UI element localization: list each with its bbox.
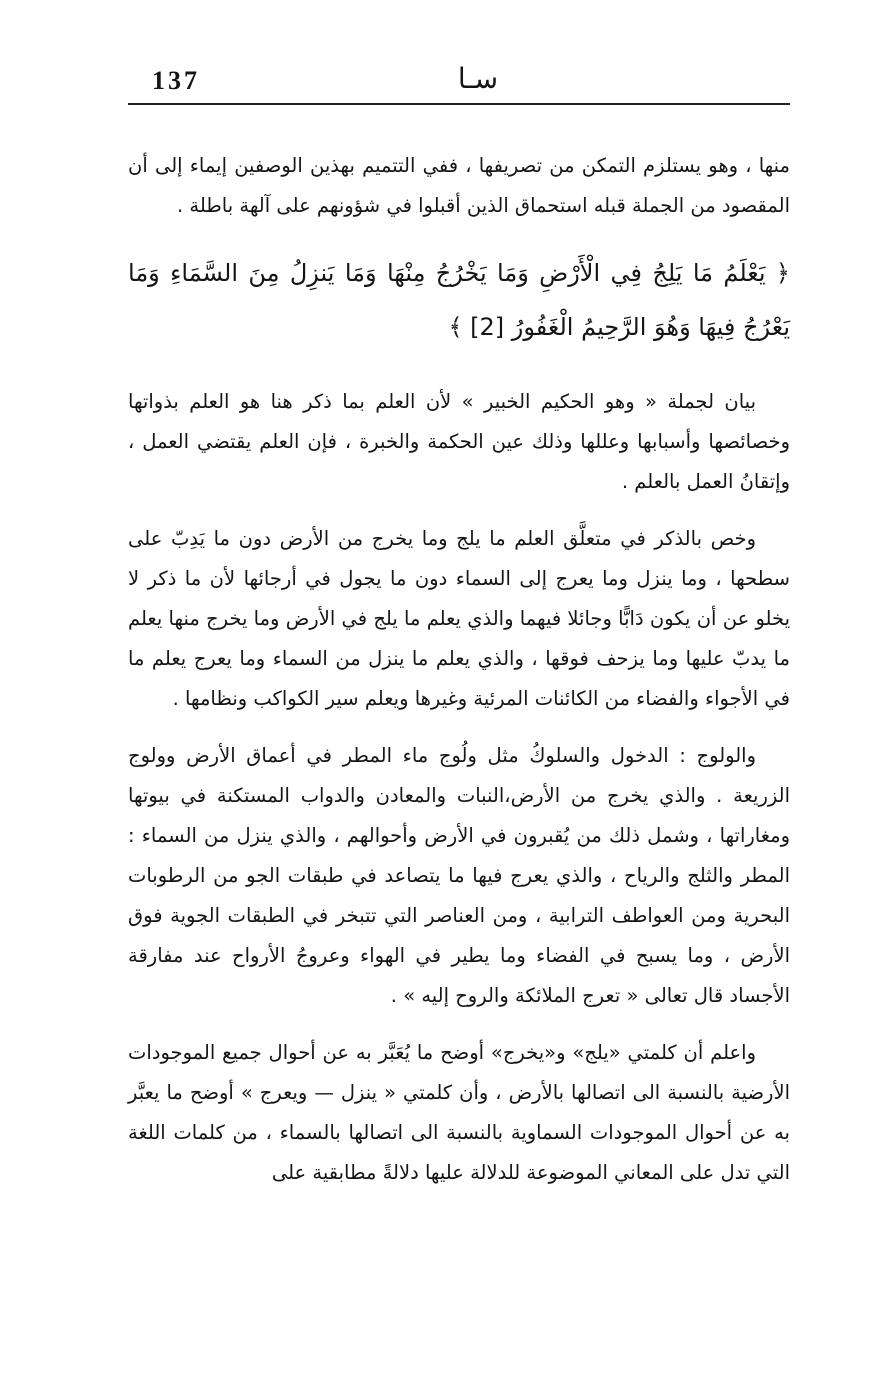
- paragraph-continuation: منها ، وهو يستلزم التمكن من تصريفها ، ففي التتميم بهذين الوصفين إيماء إلى أن المقصود من الجملة قبله استحماق الذين أقبلوا في شؤونهم على آلهة باطلة .: [128, 154, 790, 217]
- page-number: 137: [152, 66, 200, 95]
- paragraph-note: واعلم أن كلمتي «يلج» و«يخرج» أوضح ما يُعَبَّر به عن أحوال جميع الموجودات الأرضية بالنسبة الى اتصالها بالأرض ، وأن كلمتي « ينزل — ويعرج » أوضح ما يعبَّر به عن أحوال الموجودات السماوية بالنسبة الى اتصالها بالسماء ، من كلمات اللغة التي تدل على المعاني الموضوعة للدلالة عليها دلالةً مطابقية على: [128, 1041, 790, 1184]
- paragraph-specification: وخص بالذكر في متعلَّق العلم ما يلج وما يخرج من الأرض دون ما يَدِبّ على سطحها ، وما ينزل وما يعرج إلى السماء دون ما يجول في أرجائها لأن ما ذكر لا يخلو عن أن يكون دَابًّا وجائلا فيهما والذي يعلم ما يلج في الأرض وما يخرج منها يعلم ما يدبّ عليها وما يزحف فوقها ، والذي يعلم ما ينزل من السماء وما يعرج يعلم ما في الأجواء والفضاء من الكائنات المرئية وغيرها ويعلم سير الكواكب ونظامها .: [128, 527, 790, 710]
- running-head: سـا: [457, 62, 499, 95]
- paragraph-explanation: بيان لجملة « وهو الحكيم الخبير » لأن العلم بما ذكر هنا هو العلم بذواتها وخصائصها وأسبابها وعللها وذلك عين الحكمة والخبرة ، فإن العلم يقتضي العمل ، وإتقانُ العمل بالعلم .: [128, 390, 790, 493]
- quran-verse: ﴿ يَعْلَمُ مَا يَلِجُ فِي الْأَرْضِ وَمَا يَخْرُجُ مِنْهَا وَمَا يَنزِلُ مِنَ السَّمَاءِ وَمَا يَعْرُجُ فِيهَا وَهُوَ الرَّحِيمُ الْغَفُورُ [2] ﴾: [128, 259, 790, 341]
- page-header: [128, 58, 790, 106]
- page-body: [128, 146, 790, 1210]
- header-rule: [128, 103, 790, 105]
- paragraph-definition: والولوج : الدخول والسلوكُ مثل ولُوج ماء المطر في أعماق الأرض وولوج الزريعة . والذي يخرج من الأرض،النبات والمعادن والدواب المستكنة في بيوتها ومغاراتها ، وشمل ذلك من يُقبرون في الأرض وأحوالهم ، والذي ينزل من السماء : المطر والثلج والرياح ، والذي يعرج فيها ما يتصاعد في طبقات الجو من الرطوبات البحرية ومن العواطف الترابية ، ومن العناصر التي تتبخر في الطبقات الجوية فوق الأرض ، وما يسبح في الفضاء وما يطير في الهواء وعروجُ الأرواح عند مفارقة الأجساد قال تعالى « تعرج الملائكة والروح إليه » .: [128, 744, 790, 1007]
